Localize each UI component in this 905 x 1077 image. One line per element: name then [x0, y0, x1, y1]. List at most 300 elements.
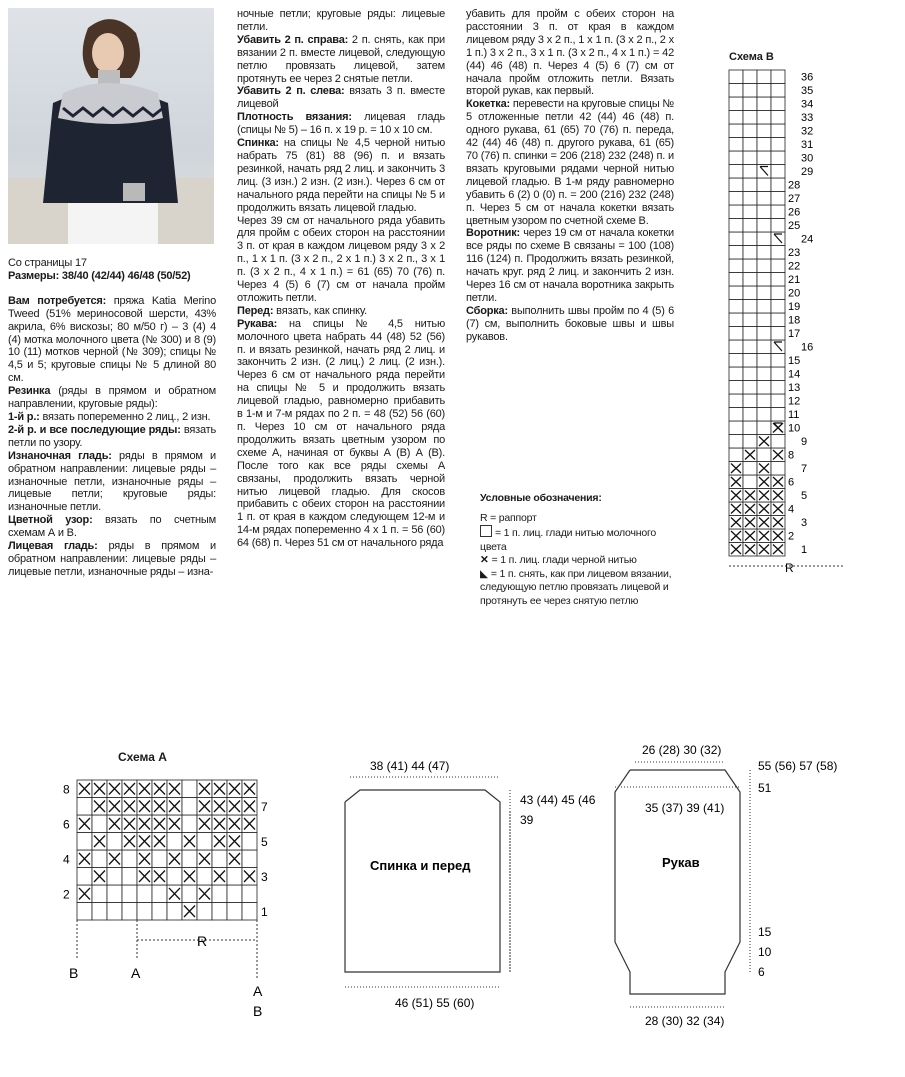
scheme-b-cell	[729, 408, 743, 422]
scheme-b-row-number: 25	[788, 220, 801, 232]
scheme-a-cell	[182, 815, 197, 833]
scheme-b-cell	[743, 232, 757, 246]
col2-text: лицевая гладь (спицы № 5) – 16 п. x 19 р. = 10 x 10 см.	[237, 111, 445, 137]
col1-heading: 1-й р.:	[8, 410, 40, 423]
scheme-b-cell	[771, 84, 785, 98]
scheme-a-cell	[182, 780, 197, 798]
scheme-b-cell	[771, 165, 785, 179]
sleeve-bottom: 28 (30) 32 (34)	[645, 1014, 725, 1028]
scheme-a-cell	[167, 903, 182, 921]
col1-text: ряды в прямом и обратном направлении: лицевые ряды – лицевые петли, изнаночные ряды – изна-	[8, 540, 216, 578]
scheme-b-cell	[757, 111, 771, 125]
col2-paragraph	[237, 85, 445, 111]
scheme-b-row-number: 16	[801, 341, 814, 354]
col1-heading: Цветной узор:	[8, 514, 93, 527]
scheme-a-cell	[107, 833, 122, 851]
scheme-a-row-number: 6	[63, 817, 70, 832]
scheme-b-cell	[771, 246, 785, 260]
scheme-b-cell	[743, 273, 757, 287]
scheme-b-cell	[743, 124, 757, 138]
scheme-a-cell	[242, 833, 257, 851]
col2-text: 2 п. снять, как при вязании 2 п. вместе лицевой, следующую петлю провязать лицевой, затем протянуть ее через 2 снятые петли.	[237, 33, 445, 85]
col1-heading: Лицевая гладь:	[8, 540, 98, 553]
col2-heading: Спинка:	[237, 137, 279, 150]
column-2	[237, 8, 445, 550]
scheme-a-cell	[212, 903, 227, 921]
scheme-b-cell	[729, 313, 743, 327]
scheme-b-cell	[757, 192, 771, 206]
scheme-b-row-number: 36	[801, 71, 814, 84]
scheme-b-cell	[729, 246, 743, 260]
scheme-a-cell	[182, 850, 197, 868]
scheme-a-cell	[167, 833, 182, 851]
col1-paragraph	[8, 450, 216, 515]
scheme-b-cell	[729, 111, 743, 125]
scheme-b-cell	[771, 394, 785, 408]
col1-paragraph	[8, 424, 216, 450]
scheme-a-cell	[197, 868, 212, 886]
scheme-a-cell	[92, 885, 107, 903]
scheme-b-cell	[757, 84, 771, 98]
col1-paragraph	[8, 514, 216, 540]
scheme-b-row-number: 18	[788, 314, 801, 327]
scheme-b-cell	[743, 381, 757, 395]
scheme-b-cell	[771, 354, 785, 368]
scheme-b-cell	[771, 205, 785, 219]
col1-heading: Резинка	[8, 385, 51, 398]
scheme-b-row-number: 10	[788, 422, 801, 435]
scheme-a-row-number: 1	[261, 905, 268, 919]
scheme-b-row-number: 20	[788, 287, 801, 300]
col2-heading: Перед:	[237, 304, 274, 317]
scheme-b-cell	[757, 448, 771, 462]
scheme-b-cell	[729, 448, 743, 462]
scheme-a-cell	[212, 885, 227, 903]
scheme-b-cell	[729, 178, 743, 192]
scheme-a-row-number: 3	[261, 870, 268, 884]
sleeve-top: 26 (28) 30 (32)	[642, 743, 722, 757]
scheme-b-row-number: 19	[788, 301, 801, 313]
scheme-b-cell	[743, 97, 757, 111]
scheme-b-cell	[757, 394, 771, 408]
legend	[480, 492, 680, 608]
legend-white-row	[480, 525, 680, 554]
scheme-b-cell	[743, 192, 757, 206]
legend-r: R = раппорт	[480, 511, 537, 524]
scheme-b-cell	[729, 327, 743, 341]
column-3-body	[466, 8, 674, 344]
scheme-a-cell	[107, 903, 122, 921]
scheme-b-row-number: 15	[788, 355, 801, 367]
scheme-a-cell	[122, 885, 137, 903]
scheme-b-cell	[729, 124, 743, 138]
scheme-b-row-number: 14	[788, 368, 801, 381]
scheme-a-cell	[152, 903, 167, 921]
scheme-a-cell	[92, 850, 107, 868]
scheme-b-cell	[729, 381, 743, 395]
scheme-a-b-left: B	[69, 965, 79, 981]
legend-title: Условные обозначения:	[480, 492, 602, 504]
scheme-b-cell	[757, 178, 771, 192]
column-1	[8, 257, 216, 579]
col1-text: ряды в прямом и обратном направлении: лицевые ряды – изнаночные петли, изнаночные ряды – лицевые петли; круговые ряды: изнаночные петли.	[8, 449, 216, 514]
scheme-b-cell	[771, 408, 785, 422]
scheme-b-cell	[743, 475, 757, 489]
scheme-b-chart	[725, 66, 865, 598]
col3-paragraph	[466, 227, 674, 304]
col2-heading: Убавить 2 п. справа:	[237, 33, 349, 46]
scheme-b-cell	[757, 408, 771, 422]
col1-paragraph	[8, 411, 216, 424]
scheme-b-row-number: 30	[801, 152, 814, 165]
model-photo	[8, 8, 214, 244]
scheme-b-cell	[729, 421, 743, 435]
scheme-a-title: Схема А	[118, 750, 167, 764]
column-1-body	[8, 295, 216, 579]
scheme-b-cell	[743, 421, 757, 435]
scheme-a-row-number: 7	[261, 800, 268, 814]
legend-dec-row	[480, 568, 680, 609]
scheme-a-b-right: B	[253, 1003, 263, 1019]
scheme-a-chart	[55, 770, 295, 1040]
column-2-body	[237, 8, 445, 550]
col2-paragraph	[237, 111, 445, 137]
col1-paragraph	[8, 540, 216, 579]
scheme-b-cell	[729, 97, 743, 111]
scheme-b-cell	[729, 138, 743, 152]
back-bottom-width: 46 (51) 55 (60)	[395, 996, 475, 1010]
scheme-b-cell	[729, 205, 743, 219]
scheme-b-cell	[729, 340, 743, 354]
scheme-b-row-number: 28	[788, 179, 801, 192]
sleeve-label: Рукав	[662, 855, 700, 870]
sleeve-mid: 35 (37) 39 (41)	[645, 801, 725, 815]
scheme-b-row-number: 31	[801, 139, 814, 151]
scheme-b-cell	[729, 354, 743, 368]
scheme-b-cell	[743, 462, 757, 476]
scheme-a-cell	[137, 903, 152, 921]
col1-heading: 2-й р. и все последующие ряды:	[8, 423, 181, 436]
col2-text: Через 39 см от начального ряда убавить для пройм с обеих сторон на расстоянии 3 п. от края в каждом лицевом ряду 3 x 2 п., 1 x 1 п. (3 x 2 п., 2 x 1 п.) 3 x 2 п., 3 x 1 п. (3 x 2 п., 4 x 1 п.) = 61 (65) 70 (76) п. Через 4 (5) 6 (7) см от начала пройм отложить петли.	[237, 214, 445, 304]
col1-text: (ряды в прямом и обратном направлении, круговые ряды):	[8, 385, 216, 411]
scheme-a-cell	[227, 903, 242, 921]
col2-text: на спицы № 4,5 черной нитью набрать 75 (81) 88 (96) п. и вязать резинкой, начать ряд 2 лиц. и закончить 3 лиц. (3 изн.) 2 изн. (2 изн.). Через 6 см от начального ряда перейти на спицы № 5 и продолжить вязать лицевой гладью.	[237, 137, 445, 214]
scheme-a-row-number: 4	[63, 852, 70, 867]
col3-heading: Кокетка:	[466, 98, 510, 111]
legend-dec-text: = 1 п. снять, как при лицевом вязании, следующую петлю провязать лицевой и протянуть ее через снятую петлю	[480, 567, 672, 607]
scheme-b-cell	[729, 192, 743, 206]
scheme-a-cell	[122, 903, 137, 921]
scheme-b-row-number: 21	[788, 274, 801, 286]
col3-paragraph	[466, 98, 674, 227]
scheme-b-row-number: 2	[788, 530, 795, 543]
scheme-b-title: Схема В	[729, 51, 774, 63]
scheme-b-cell	[729, 259, 743, 273]
col1-text: вязать по счетным схемам А и В.	[8, 514, 216, 540]
scheme-a-cell	[77, 833, 92, 851]
scheme-b-cell	[743, 70, 757, 84]
scheme-b-cell	[743, 259, 757, 273]
scheme-b-cell	[771, 151, 785, 165]
col1-text: вязать попеременно 2 лиц., 2 изн.	[39, 410, 211, 423]
model-photo-icon	[8, 8, 214, 244]
scheme-b-cell	[757, 70, 771, 84]
scheme-b-cell	[743, 354, 757, 368]
scheme-b-row-number: 5	[801, 490, 808, 502]
scheme-b-cell	[729, 435, 743, 449]
scheme-b-row-number: 27	[788, 193, 801, 205]
scheme-b-cell	[743, 178, 757, 192]
scheme-a-a-right: A	[253, 983, 263, 999]
col2-paragraph	[237, 318, 445, 550]
scheme-b-cell	[771, 327, 785, 341]
scheme-b-row-number: 23	[788, 247, 801, 259]
scheme-b-cell	[757, 151, 771, 165]
scheme-b-cell	[729, 70, 743, 84]
scheme-b-cell	[771, 367, 785, 381]
scheme-b-cell	[757, 124, 771, 138]
scheme-a-cell	[227, 868, 242, 886]
col1-text: вязать петли по узору.	[8, 423, 216, 449]
scheme-a-cell	[92, 815, 107, 833]
scheme-b-row-number: 17	[788, 328, 801, 340]
scheme-b-row-number: 32	[801, 125, 814, 138]
scheme-b-cell	[729, 84, 743, 98]
scheme-a-cell	[152, 885, 167, 903]
scheme-b-row-number: 11	[788, 409, 800, 421]
scheme-a-cell	[107, 885, 122, 903]
scheme-b-cell	[743, 138, 757, 152]
col2-text: на спицы № 4,5 нитью молочного цвета набрать 44 (48) 52 (56) п. и вязать резинкой, начать ряд 2 лиц. и закончить 2 изн. (2 лиц.) 2 лиц. (2 изн.). Через 6 см от начального ряда перейти на спицы № 5 и продолжить вязать лицевой гладью, равномерно прибавить в 1-м и 7-м рядах по 2 п. = 48 (52) 56 (60) п. Через 10 см от начального ряда продолжить вязать цветным узором по схеме А, начиная от буквы А (В) А (В). После того как все ряды схемы А связаны, продолжить вязать черной нитью лицевой гладью. Для скосов прибавить с обеих сторон на расстоянии 1 п. от края в каждом следующем 12-м и 14-м рядах попеременно 4 x 1 п. = 56 (60) 64 (68) п. Через 51 см от начального ряда	[237, 317, 445, 550]
scheme-b-cell	[743, 286, 757, 300]
back-top-width: 38 (41) 44 (47)	[370, 759, 450, 773]
col2-paragraph	[237, 215, 445, 305]
scheme-a-cell	[77, 903, 92, 921]
scheme-b-cell	[771, 70, 785, 84]
scheme-b-cell	[771, 111, 785, 125]
sleeve-r2: 51	[758, 781, 772, 795]
scheme-a-cell	[197, 833, 212, 851]
scheme-b-cell	[771, 124, 785, 138]
scheme-a-cell	[227, 885, 242, 903]
white-cell-icon	[480, 525, 492, 537]
scheme-b-cell	[757, 327, 771, 341]
scheme-a-cell	[122, 850, 137, 868]
scheme-b-cell	[771, 138, 785, 152]
scheme-b-row-number: 22	[788, 260, 801, 273]
sleeve-r4: 10	[758, 945, 772, 959]
back-label: Спинка и перед	[370, 858, 471, 873]
scheme-a-cell	[242, 885, 257, 903]
scheme-b-cell	[757, 259, 771, 273]
scheme-a-cell	[182, 798, 197, 816]
scheme-a-row-number: 8	[63, 782, 70, 797]
decrease-icon: ◣	[480, 567, 488, 580]
col3-paragraph	[466, 305, 674, 344]
scheme-b-row-number: 4	[788, 503, 795, 516]
sizes: Размеры: 38/40 (42/44) 46/48 (50/52)	[8, 269, 191, 282]
scheme-b-cell	[757, 273, 771, 287]
scheme-a-cell	[242, 850, 257, 868]
cross-icon: ✕	[480, 554, 489, 566]
scheme-b-cell	[771, 313, 785, 327]
scheme-a-cell	[77, 868, 92, 886]
scheme-b-cell	[743, 327, 757, 341]
scheme-b-cell	[757, 421, 771, 435]
scheme-b-cell	[743, 394, 757, 408]
scheme-b-row-number: 1	[801, 544, 808, 556]
scheme-b-row-number: 33	[801, 112, 814, 124]
scheme-a-cell	[107, 868, 122, 886]
scheme-b-cell	[743, 219, 757, 233]
scheme-b-cell	[771, 381, 785, 395]
col2-text: ночные петли; круговые ряды: лицевые петли.	[237, 8, 445, 33]
scheme-b-cell	[757, 286, 771, 300]
scheme-b-cell	[757, 313, 771, 327]
scheme-b-cell	[771, 259, 785, 273]
scheme-b-row-number: 26	[788, 206, 801, 219]
scheme-a-cell	[197, 903, 212, 921]
col3-heading: Воротник:	[466, 227, 520, 240]
scheme-b-cell	[729, 273, 743, 287]
column-3	[466, 8, 674, 344]
scheme-b-cell	[743, 367, 757, 381]
col1-paragraph	[8, 385, 216, 411]
back-front-pattern	[330, 752, 610, 1022]
scheme-b-cell	[757, 340, 771, 354]
col2-paragraph	[237, 137, 445, 214]
col2-heading: Рукава:	[237, 317, 278, 330]
scheme-b-row-number: 13	[788, 382, 801, 394]
scheme-b-row-number: 35	[801, 85, 814, 97]
col1-paragraph	[8, 295, 216, 385]
col3-text: через 19 см от начала кокетки все ряды по схеме В связаны = 100 (108) 116 (124) п. Продолжить вязать резинкой, начать круг. ряд 2 лиц. и закончить 2 изн. Через 16 см от начала воротника закрыть петли.	[466, 227, 674, 304]
col2-paragraph	[237, 305, 445, 318]
sleeve-r5: 6	[758, 965, 765, 979]
scheme-b-cell	[743, 151, 757, 165]
scheme-b-cell	[757, 381, 771, 395]
scheme-a-cell	[152, 850, 167, 868]
scheme-a-cell	[212, 850, 227, 868]
scheme-b-row-number: 9	[801, 436, 808, 448]
scheme-b-cell	[771, 192, 785, 206]
scheme-b-cell	[757, 354, 771, 368]
scheme-b-cell	[729, 286, 743, 300]
scheme-a-row-number: 5	[261, 835, 268, 849]
col1-heading: Вам потребуется:	[8, 294, 107, 307]
scheme-b-cell	[743, 84, 757, 98]
scheme-b-cell	[771, 300, 785, 314]
scheme-b-cell	[757, 138, 771, 152]
col2-paragraph	[237, 34, 445, 86]
scheme-b-cell	[771, 273, 785, 287]
col2-text: вязать 3 п. вместе лицевой	[237, 85, 445, 111]
scheme-b-cell	[771, 178, 785, 192]
col1-text: пряжа Katia Merino Tweed (51% мериносовой шерсти, 43% акрила, 6% вискозы; 80 м/50 г) – 3 (4) 4 (4) мотка молочного цвета (№ 300) и 8 (9) 10 (11) мотков черной (№ 309); спицы № 4,5 и 5; круговые спицы № 5 длиной 80 см.	[8, 294, 217, 385]
scheme-b-cell	[743, 340, 757, 354]
scheme-b-cell	[771, 286, 785, 300]
scheme-b-cell	[743, 313, 757, 327]
scheme-b-cell	[729, 165, 743, 179]
scheme-b-cell	[729, 394, 743, 408]
scheme-b-row-number: 12	[788, 395, 801, 408]
scheme-b-cell	[757, 367, 771, 381]
scheme-b-row-number: 3	[801, 517, 808, 529]
scheme-b-cell	[729, 219, 743, 233]
scheme-b-cell	[771, 435, 785, 449]
scheme-a-repeat-label: R	[197, 933, 208, 949]
scheme-b-row-number: 24	[801, 233, 814, 246]
scheme-b-cell	[757, 300, 771, 314]
scheme-b-cell	[743, 165, 757, 179]
sleeve-r3: 15	[758, 925, 772, 939]
col3-paragraph	[466, 8, 674, 98]
col3-text: убавить для пройм с обеих сторон на расстоянии 3 п. от края в каждом лицевом ряду 3 x 2 п., 1 x 1 п. (3 x 2 п., 2 x 1 п.) 3 x 2 п., 3 x 1 п. (3 x 2 п., 4 x 1 п.) = 42 (44) 46 (48) п. Через 4 (5) 6 (7) см от начала пройм отложить петли. Вязать второй рукав, как первый.	[466, 8, 674, 98]
legend-white-text: = 1 п. лиц. глади нитью молочного цвета	[480, 527, 657, 553]
col2-heading: Убавить 2 п. слева:	[237, 85, 345, 98]
scheme-b-cell	[729, 367, 743, 381]
col2-paragraph	[237, 8, 445, 34]
scheme-a-cell	[77, 798, 92, 816]
col3-heading: Сборка:	[466, 304, 508, 317]
scheme-b-cell	[757, 97, 771, 111]
scheme-b-cell	[729, 151, 743, 165]
scheme-b-cell	[757, 232, 771, 246]
back-armhole: 39	[520, 813, 534, 827]
scheme-a-cell	[137, 885, 152, 903]
scheme-a-row-number: 2	[63, 887, 70, 902]
scheme-b-row-number: 6	[788, 476, 795, 489]
scheme-b-cell	[743, 408, 757, 422]
scheme-a-cell	[92, 903, 107, 921]
scheme-b-row-number: 8	[788, 449, 795, 462]
scheme-b-cell	[757, 205, 771, 219]
scheme-b-cell	[771, 97, 785, 111]
legend-cross-text: = 1 п. лиц. глади черной нитью	[491, 554, 637, 566]
col3-text: перевести на круговые спицы № 5 отложенные петли 42 (44) 46 (48) п. одного рукава, 61 (65) 70 (76) п. переда, 42 (44) 46 (48) п. другого рукава, 61 (65) 70 (76) п. спинки = 206 (218) 232 (248) п. и вязать круговыми рядами черной нитью лицевой гладью. В 1-м ряду равномерно убавить 6 (2) 0 (0) п. = 200 (216) 232 (248) п. Через 5 см от начала кокетки вязать цветным узором по счетной схеме В.	[466, 98, 674, 227]
col1-heading: Изнаночная гладь:	[8, 449, 112, 462]
scheme-a-cell	[122, 868, 137, 886]
sleeve-pattern	[610, 732, 865, 1032]
scheme-a-cell	[182, 885, 197, 903]
scheme-b-repeat-label: R	[785, 561, 794, 575]
scheme-b-cell	[743, 205, 757, 219]
col2-text: вязать, как спинку.	[273, 304, 367, 317]
scheme-b-cell	[743, 300, 757, 314]
col3-text: выполнить швы пройм по 4 (5) 6 (7) см, выполнить боковые швы и швы рукавов.	[466, 304, 674, 343]
scheme-b-cell	[757, 219, 771, 233]
scheme-a-cell	[242, 903, 257, 921]
scheme-b-cell	[743, 435, 757, 449]
sleeve-r1: 55 (56) 57 (58)	[758, 759, 838, 773]
scheme-a-cell	[167, 868, 182, 886]
scheme-b-row-number: 34	[801, 98, 814, 111]
scheme-a-a-left: A	[131, 965, 141, 981]
scheme-b-cell	[743, 111, 757, 125]
col2-heading: Плотность вязания:	[237, 111, 352, 124]
legend-cross-row	[480, 554, 680, 568]
scheme-b-cell	[771, 219, 785, 233]
from-page: Со страницы 17	[8, 257, 87, 269]
scheme-b-row-number: 29	[801, 166, 814, 178]
scheme-b-cell	[729, 300, 743, 314]
scheme-b-cell	[757, 246, 771, 260]
scheme-b-cell	[743, 246, 757, 260]
back-height: 43 (44) 45 (46	[520, 793, 596, 807]
scheme-b-cell	[729, 232, 743, 246]
scheme-b-row-number: 7	[801, 463, 808, 475]
scheme-b-cell	[771, 462, 785, 476]
